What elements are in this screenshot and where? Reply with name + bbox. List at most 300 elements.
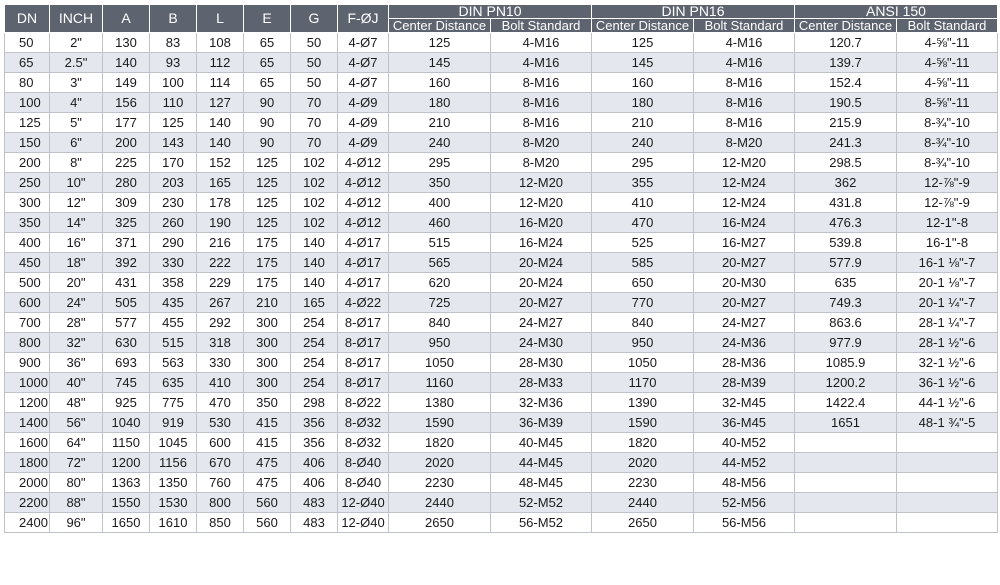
cell-e: 65 [244,33,291,53]
cell-inch: 10" [50,173,103,193]
cell-ansi150-bolt-standard: 8-¾"-10 [897,113,998,133]
cell-foj: 12-Ø40 [338,513,389,533]
cell-ansi150-center-distance [795,433,897,453]
header-row-main [5,5,998,19]
cell-foj: 4-Ø22 [338,293,389,313]
cell-pn10-center-distance: 240 [389,133,491,153]
cell-g: 70 [291,133,338,153]
cell-pn16-center-distance: 950 [592,333,694,353]
cell-e: 65 [244,73,291,93]
cell-inch: 88" [50,493,103,513]
cell-dn: 200 [5,153,50,173]
cell-pn10-center-distance: 950 [389,333,491,353]
cell-foj: 8-Ø40 [338,453,389,473]
cell-b: 110 [150,93,197,113]
cell-dn: 100 [5,93,50,113]
cell-g: 50 [291,33,338,53]
cell-b: 230 [150,193,197,213]
cell-ansi150-bolt-standard: 44-1 ½"-6 [897,393,998,413]
cell-e: 65 [244,53,291,73]
cell-l: 760 [197,473,244,493]
cell-b: 1045 [150,433,197,453]
cell-pn10-center-distance: 400 [389,193,491,213]
cell-g: 483 [291,493,338,513]
cell-b: 515 [150,333,197,353]
cell-ansi150-center-distance: 120.7 [795,33,897,53]
cell-pn10-bolt-standard: 8-M16 [491,93,592,113]
cell-pn10-bolt-standard: 52-M52 [491,493,592,513]
cell-pn10-bolt-standard: 44-M45 [491,453,592,473]
sub-header-center-distance: Center Distance [389,19,491,33]
cell-pn10-bolt-standard: 24-M27 [491,313,592,333]
cell-ansi150-bolt-standard: 16-1 ⅛"-7 [897,253,998,273]
cell-ansi150-center-distance: 635 [795,273,897,293]
cell-b: 100 [150,73,197,93]
cell-g: 70 [291,93,338,113]
cell-ansi150-bolt-standard: 28-1 ½"-6 [897,333,998,353]
cell-pn10-center-distance: 1050 [389,353,491,373]
cell-e: 125 [244,213,291,233]
cell-a: 1040 [103,413,150,433]
cell-pn16-center-distance: 470 [592,213,694,233]
cell-pn10-center-distance: 1820 [389,433,491,453]
cell-l: 850 [197,513,244,533]
cell-inch: 4" [50,93,103,113]
cell-g: 50 [291,73,338,93]
cell-l: 165 [197,173,244,193]
cell-ansi150-bolt-standard [897,453,998,473]
table-row [5,73,998,93]
cell-pn16-center-distance: 160 [592,73,694,93]
cell-pn10-center-distance: 515 [389,233,491,253]
cell-l: 600 [197,433,244,453]
cell-g: 102 [291,193,338,213]
cell-e: 300 [244,373,291,393]
cell-pn16-bolt-standard: 20-M30 [694,273,795,293]
cell-ansi150-center-distance: 139.7 [795,53,897,73]
cell-inch: 8" [50,153,103,173]
cell-pn10-bolt-standard: 12-M20 [491,193,592,213]
cell-inch: 40" [50,373,103,393]
group-header-din-pn10: DIN PN10 [389,5,592,19]
cell-l: 178 [197,193,244,213]
cell-dn: 2400 [5,513,50,533]
cell-b: 635 [150,373,197,393]
cell-g: 254 [291,353,338,373]
cell-ansi150-bolt-standard [897,493,998,513]
table-row [5,273,998,293]
cell-g: 50 [291,53,338,73]
cell-a: 325 [103,213,150,233]
table-row [5,193,998,213]
cell-e: 415 [244,413,291,433]
cell-pn16-center-distance: 2230 [592,473,694,493]
table-row [5,113,998,133]
cell-l: 292 [197,313,244,333]
table-row [5,93,998,113]
cell-dn: 300 [5,193,50,213]
cell-e: 125 [244,153,291,173]
cell-b: 1350 [150,473,197,493]
sub-header-bolt-standard: Bolt Standard [694,19,795,33]
cell-b: 1610 [150,513,197,533]
cell-inch: 3" [50,73,103,93]
cell-a: 431 [103,273,150,293]
col-header-a: A [103,5,150,33]
cell-pn10-bolt-standard: 12-M20 [491,173,592,193]
cell-b: 290 [150,233,197,253]
cell-pn16-bolt-standard: 40-M52 [694,433,795,453]
cell-b: 125 [150,113,197,133]
cell-g: 165 [291,293,338,313]
cell-inch: 48" [50,393,103,413]
cell-dn: 700 [5,313,50,333]
cell-pn10-center-distance: 125 [389,33,491,53]
cell-foj: 4-Ø17 [338,273,389,293]
cell-g: 483 [291,513,338,533]
cell-inch: 16" [50,233,103,253]
cell-e: 560 [244,513,291,533]
cell-pn10-center-distance: 295 [389,153,491,173]
cell-ansi150-bolt-standard: 4-⅝"-11 [897,33,998,53]
cell-inch: 72" [50,453,103,473]
cell-a: 392 [103,253,150,273]
table-row [5,373,998,393]
cell-foj: 4-Ø12 [338,193,389,213]
cell-l: 229 [197,273,244,293]
cell-pn10-center-distance: 2020 [389,453,491,473]
cell-g: 140 [291,253,338,273]
cell-a: 693 [103,353,150,373]
cell-pn16-bolt-standard: 28-M36 [694,353,795,373]
cell-ansi150-center-distance: 977.9 [795,333,897,353]
cell-inch: 2.5" [50,53,103,73]
cell-l: 530 [197,413,244,433]
cell-l: 140 [197,113,244,133]
cell-e: 90 [244,113,291,133]
cell-pn10-center-distance: 725 [389,293,491,313]
cell-pn16-bolt-standard: 28-M39 [694,373,795,393]
cell-pn10-bolt-standard: 4-M16 [491,33,592,53]
cell-pn10-bolt-standard: 8-M16 [491,73,592,93]
cell-inch: 6" [50,133,103,153]
cell-foj: 4-Ø9 [338,113,389,133]
cell-ansi150-bolt-standard: 8-⅝"-11 [897,93,998,113]
cell-foj: 4-Ø7 [338,53,389,73]
table-row [5,293,998,313]
cell-ansi150-bolt-standard [897,433,998,453]
col-header-e: E [244,5,291,33]
cell-pn10-center-distance: 210 [389,113,491,133]
cell-foj: 8-Ø17 [338,353,389,373]
cell-pn10-center-distance: 145 [389,53,491,73]
table-row [5,473,998,493]
cell-g: 254 [291,373,338,393]
cell-l: 114 [197,73,244,93]
cell-ansi150-center-distance: 863.6 [795,313,897,333]
cell-dn: 50 [5,33,50,53]
cell-ansi150-center-distance: 539.8 [795,233,897,253]
cell-l: 190 [197,213,244,233]
cell-b: 563 [150,353,197,373]
cell-pn16-bolt-standard: 20-M27 [694,293,795,313]
cell-b: 170 [150,153,197,173]
cell-ansi150-bolt-standard: 20-1 ¼"-7 [897,293,998,313]
cell-pn16-center-distance: 210 [592,113,694,133]
cell-ansi150-center-distance [795,493,897,513]
cell-l: 140 [197,133,244,153]
cell-foj: 4-Ø9 [338,133,389,153]
cell-a: 225 [103,153,150,173]
cell-inch: 20" [50,273,103,293]
cell-dn: 1800 [5,453,50,473]
col-header-b: B [150,5,197,33]
cell-ansi150-center-distance: 190.5 [795,93,897,113]
cell-dn: 900 [5,353,50,373]
cell-foj: 8-Ø22 [338,393,389,413]
cell-g: 102 [291,173,338,193]
cell-l: 112 [197,53,244,73]
cell-pn16-center-distance: 770 [592,293,694,313]
cell-e: 300 [244,313,291,333]
cell-a: 577 [103,313,150,333]
cell-b: 203 [150,173,197,193]
cell-a: 1150 [103,433,150,453]
cell-pn10-center-distance: 1380 [389,393,491,413]
cell-b: 775 [150,393,197,413]
cell-a: 925 [103,393,150,413]
cell-dn: 150 [5,133,50,153]
cell-inch: 56" [50,413,103,433]
cell-ansi150-center-distance: 241.3 [795,133,897,153]
cell-ansi150-bolt-standard: 12-⅞"-9 [897,193,998,213]
table-row [5,333,998,353]
cell-ansi150-center-distance: 1085.9 [795,353,897,373]
sub-header-center-distance: Center Distance [795,19,897,33]
table-row [5,493,998,513]
cell-foj: 12-Ø40 [338,493,389,513]
cell-ansi150-center-distance: 476.3 [795,213,897,233]
cell-e: 560 [244,493,291,513]
cell-pn16-bolt-standard: 16-M27 [694,233,795,253]
cell-l: 152 [197,153,244,173]
cell-l: 222 [197,253,244,273]
cell-b: 1530 [150,493,197,513]
cell-dn: 1200 [5,393,50,413]
cell-ansi150-center-distance: 298.5 [795,153,897,173]
cell-g: 356 [291,433,338,453]
cell-foj: 8-Ø32 [338,433,389,453]
cell-pn10-bolt-standard: 20-M24 [491,273,592,293]
cell-ansi150-bolt-standard [897,473,998,493]
cell-pn16-center-distance: 125 [592,33,694,53]
cell-g: 356 [291,413,338,433]
cell-foj: 8-Ø17 [338,373,389,393]
cell-pn16-center-distance: 525 [592,233,694,253]
table-row [5,513,998,533]
cell-inch: 36" [50,353,103,373]
cell-dn: 80 [5,73,50,93]
cell-foj: 4-Ø12 [338,173,389,193]
cell-e: 475 [244,473,291,493]
cell-a: 1650 [103,513,150,533]
cell-g: 70 [291,113,338,133]
cell-ansi150-bolt-standard: 48-1 ¾"-5 [897,413,998,433]
cell-dn: 400 [5,233,50,253]
table-row [5,453,998,473]
cell-g: 298 [291,393,338,413]
cell-inch: 2" [50,33,103,53]
table-row [5,313,998,333]
cell-pn16-bolt-standard: 20-M27 [694,253,795,273]
cell-ansi150-bolt-standard: 8-¾"-10 [897,133,998,153]
cell-b: 358 [150,273,197,293]
cell-pn10-center-distance: 180 [389,93,491,113]
cell-dn: 1000 [5,373,50,393]
cell-pn10-bolt-standard: 24-M30 [491,333,592,353]
cell-ansi150-bolt-standard: 8-¾"-10 [897,153,998,173]
cell-e: 210 [244,293,291,313]
cell-pn16-bolt-standard: 16-M24 [694,213,795,233]
cell-pn10-bolt-standard: 20-M24 [491,253,592,273]
cell-pn10-bolt-standard: 56-M52 [491,513,592,533]
cell-pn16-center-distance: 840 [592,313,694,333]
cell-ansi150-bolt-standard: 16-1"-8 [897,233,998,253]
cell-l: 800 [197,493,244,513]
cell-foj: 4-Ø7 [338,33,389,53]
cell-b: 435 [150,293,197,313]
cell-e: 300 [244,353,291,373]
cell-pn10-center-distance: 1590 [389,413,491,433]
cell-pn16-bolt-standard: 12-M24 [694,173,795,193]
cell-foj: 8-Ø40 [338,473,389,493]
cell-pn16-bolt-standard: 12-M20 [694,153,795,173]
cell-inch: 5" [50,113,103,133]
cell-pn16-bolt-standard: 8-M16 [694,93,795,113]
cell-e: 125 [244,173,291,193]
sub-header-center-distance: Center Distance [592,19,694,33]
cell-a: 1550 [103,493,150,513]
cell-pn10-bolt-standard: 8-M20 [491,153,592,173]
table-row [5,393,998,413]
cell-foj: 4-Ø17 [338,253,389,273]
table-row [5,433,998,453]
cell-pn16-bolt-standard: 8-M20 [694,133,795,153]
cell-pn10-center-distance: 620 [389,273,491,293]
cell-ansi150-center-distance: 749.3 [795,293,897,313]
cell-pn10-bolt-standard: 32-M36 [491,393,592,413]
cell-inch: 96" [50,513,103,533]
cell-dn: 450 [5,253,50,273]
cell-ansi150-center-distance [795,473,897,493]
cell-pn16-center-distance: 240 [592,133,694,153]
cell-b: 330 [150,253,197,273]
cell-g: 254 [291,333,338,353]
cell-inch: 12" [50,193,103,213]
cell-e: 300 [244,333,291,353]
cell-ansi150-bolt-standard: 28-1 ¼"-7 [897,313,998,333]
cell-pn16-bolt-standard: 52-M56 [694,493,795,513]
cell-pn10-bolt-standard: 4-M16 [491,53,592,73]
cell-foj: 4-Ø12 [338,153,389,173]
sub-header-bolt-standard: Bolt Standard [897,19,998,33]
cell-pn16-center-distance: 2440 [592,493,694,513]
cell-l: 216 [197,233,244,253]
cell-e: 90 [244,93,291,113]
cell-pn10-bolt-standard: 28-M30 [491,353,592,373]
cell-pn16-bolt-standard: 24-M36 [694,333,795,353]
cell-pn16-center-distance: 1590 [592,413,694,433]
cell-ansi150-center-distance: 1200.2 [795,373,897,393]
cell-a: 130 [103,33,150,53]
cell-l: 410 [197,373,244,393]
cell-pn16-center-distance: 1050 [592,353,694,373]
col-header-g: G [291,5,338,33]
cell-dn: 1600 [5,433,50,453]
cell-pn16-bolt-standard: 8-M16 [694,113,795,133]
cell-inch: 24" [50,293,103,313]
cell-dn: 2200 [5,493,50,513]
cell-ansi150-bolt-standard: 4-⅝"-11 [897,73,998,93]
cell-ansi150-bolt-standard [897,513,998,533]
table-row [5,173,998,193]
cell-dn: 600 [5,293,50,313]
cell-inch: 80" [50,473,103,493]
cell-ansi150-bolt-standard: 12-1"-8 [897,213,998,233]
cell-e: 125 [244,193,291,213]
cell-ansi150-bolt-standard: 32-1 ½"-6 [897,353,998,373]
cell-a: 630 [103,333,150,353]
cell-ansi150-bolt-standard: 36-1 ½"-6 [897,373,998,393]
cell-pn10-bolt-standard: 40-M45 [491,433,592,453]
col-header-l: L [197,5,244,33]
cell-b: 1156 [150,453,197,473]
cell-a: 745 [103,373,150,393]
cell-pn16-center-distance: 410 [592,193,694,213]
cell-a: 309 [103,193,150,213]
cell-dn: 1400 [5,413,50,433]
cell-pn10-center-distance: 460 [389,213,491,233]
cell-l: 318 [197,333,244,353]
cell-pn16-center-distance: 650 [592,273,694,293]
table-row [5,353,998,373]
cell-a: 177 [103,113,150,133]
cell-pn10-bolt-standard: 8-M16 [491,113,592,133]
cell-foj: 8-Ø17 [338,313,389,333]
table-row [5,253,998,273]
cell-pn16-bolt-standard: 12-M24 [694,193,795,213]
cell-foj: 4-Ø7 [338,73,389,93]
table-row [5,213,998,233]
cell-e: 175 [244,233,291,253]
cell-pn16-bolt-standard: 24-M27 [694,313,795,333]
table-row [5,33,998,53]
cell-a: 1363 [103,473,150,493]
cell-pn16-center-distance: 355 [592,173,694,193]
cell-inch: 18" [50,253,103,273]
cell-a: 200 [103,133,150,153]
cell-l: 670 [197,453,244,473]
cell-pn16-center-distance: 585 [592,253,694,273]
cell-a: 1200 [103,453,150,473]
cell-g: 102 [291,213,338,233]
table-row [5,233,998,253]
cell-b: 83 [150,33,197,53]
col-header-inch: INCH [50,5,103,33]
table-header [5,5,998,33]
cell-pn16-bolt-standard: 56-M56 [694,513,795,533]
cell-l: 127 [197,93,244,113]
